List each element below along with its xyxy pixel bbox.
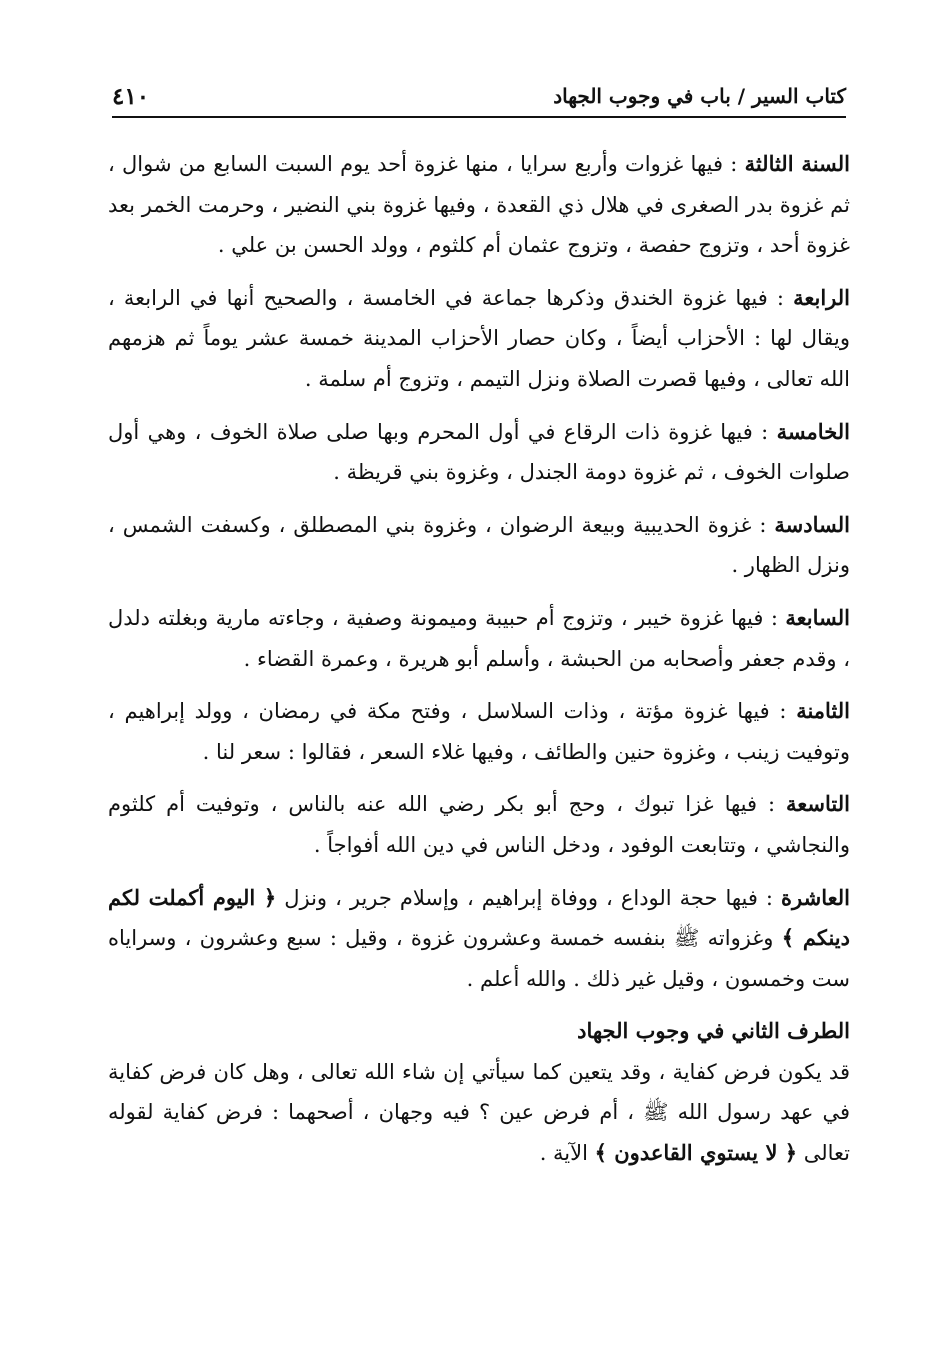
year-label: السابعة [785, 604, 850, 630]
section-text-continued: الآية . [539, 1141, 595, 1166]
year-paragraph [108, 144, 850, 266]
year-paragraph [108, 598, 850, 679]
running-title: كتاب السير / باب في وجوب الجهاد [553, 84, 846, 108]
year-label: الخامسة [776, 418, 850, 444]
year-label: الثامنة [796, 698, 850, 724]
year-text: : فيها غزوة ذات الرقاع في أول المحرم وبها صلى صلاة الخوف ، وهي أول صلوات الخوف ، ثم غزوة دومة الجندل ، وغزوة بني قريظة . [108, 419, 850, 485]
quran-quote: ﴿ اليوم أكملت لكم دينكم ﴾ [108, 884, 850, 951]
year-text-continued: وغزواته ﷺ بنفسه خمسة وعشرون غزوة ، وقيل : سبع وعشرون ، وسراياه ست وخمسون ، وقيل غير ذلك . والله أعلم . [108, 926, 850, 991]
year-label: التاسعة [786, 791, 850, 817]
year-label: العاشرة [781, 884, 850, 910]
year-paragraph [108, 412, 850, 493]
section-text: قد يكون فرض كفاية ، وقد يتعين كما سيأتي إن شاء الله تعالى ، وهل كان فرض كفاية في عهد رسول الله ﷺ ، أم فرض عين ؟ فيه وجهان ، أصحهما : فرض كفاية لقوله تعالى [108, 1059, 850, 1166]
page-header [112, 76, 846, 118]
year-text: : فيها غزوة الخندق وذكرها جماعة في الخامسة ، والصحيح أنها في الرابعة ، ويقال لها : الأحزاب أيضاً ، وكان حصار الأحزاب المدينة خمسة عشر يوماً ثم هزمهم الله تعالى ، وفيها قصرت الصلاة ونزل التيمم ، وتزوج أم سلمة . [108, 285, 850, 391]
year-text: : فيها غزوة خيبر ، وتزوج أم حبيبة وميمونة وصفية ، وجاءته مارية وبغلته دلدل ، وقدم جعفر وأصحابه من الحبشة ، وأسلم أبو هريرة ، وعمرة القضاء . [108, 605, 850, 671]
year-text: : غزوة الحديبية وبيعة الرضوان ، وغزوة بني المصطلق ، وكسفت الشمس ، ونزل الظهار . [108, 512, 850, 578]
page-body [108, 144, 850, 1174]
section-heading: الطرف الثاني في وجوب الجهاد [577, 1018, 850, 1044]
quran-quote: ﴿ لا يستوي القاعدون ﴾ [594, 1140, 798, 1166]
year-paragraph-tenth [108, 878, 850, 1000]
year-label: السنة الثالثة [744, 151, 850, 176]
year-label: السادسة [774, 511, 850, 537]
year-paragraph [108, 784, 850, 865]
year-text: : فيها غزا تبوك ، وحج أبو بكر رضي الله عنه بالناس ، وتوفيت أم كلثوم والنجاشي ، وتتابعت الوفود ، ودخل الناس في دين الله أفواجاً . [108, 792, 850, 857]
year-label: الرابعة [793, 284, 850, 310]
year-paragraph [108, 691, 850, 772]
year-paragraph [108, 278, 850, 400]
year-text: : فيها غزوة مؤتة ، وذات السلاسل ، وفتح مكة في رمضان ، وولد إبراهيم ، وتوفيت زينب ، وغزوة حنين والطائف ، وفيها غلاء السعر ، فقالوا : سعر لنا . [108, 699, 850, 764]
year-text: : فيها غزوات وأربع سرايا ، منها غزوة أحد يوم السبت السابع من شوال ، ثم غزوة بدر الصغرى في هلال ذي القعدة ، وفيها غزوة بني النضير ، وحرمت الخمر بعد غزوة أحد ، وتزوج حفصة ، وتزوج عثمان أم كلثوم ، وولد الحسن بن علي . [108, 152, 850, 258]
year-paragraph [108, 505, 850, 586]
page-number: ٤١٠ [112, 82, 150, 110]
section-paragraph [108, 1052, 850, 1174]
year-text: : فيها حجة الوداع ، ووفاة إبراهيم ، وإسلام جرير ، ونزل [276, 885, 782, 910]
